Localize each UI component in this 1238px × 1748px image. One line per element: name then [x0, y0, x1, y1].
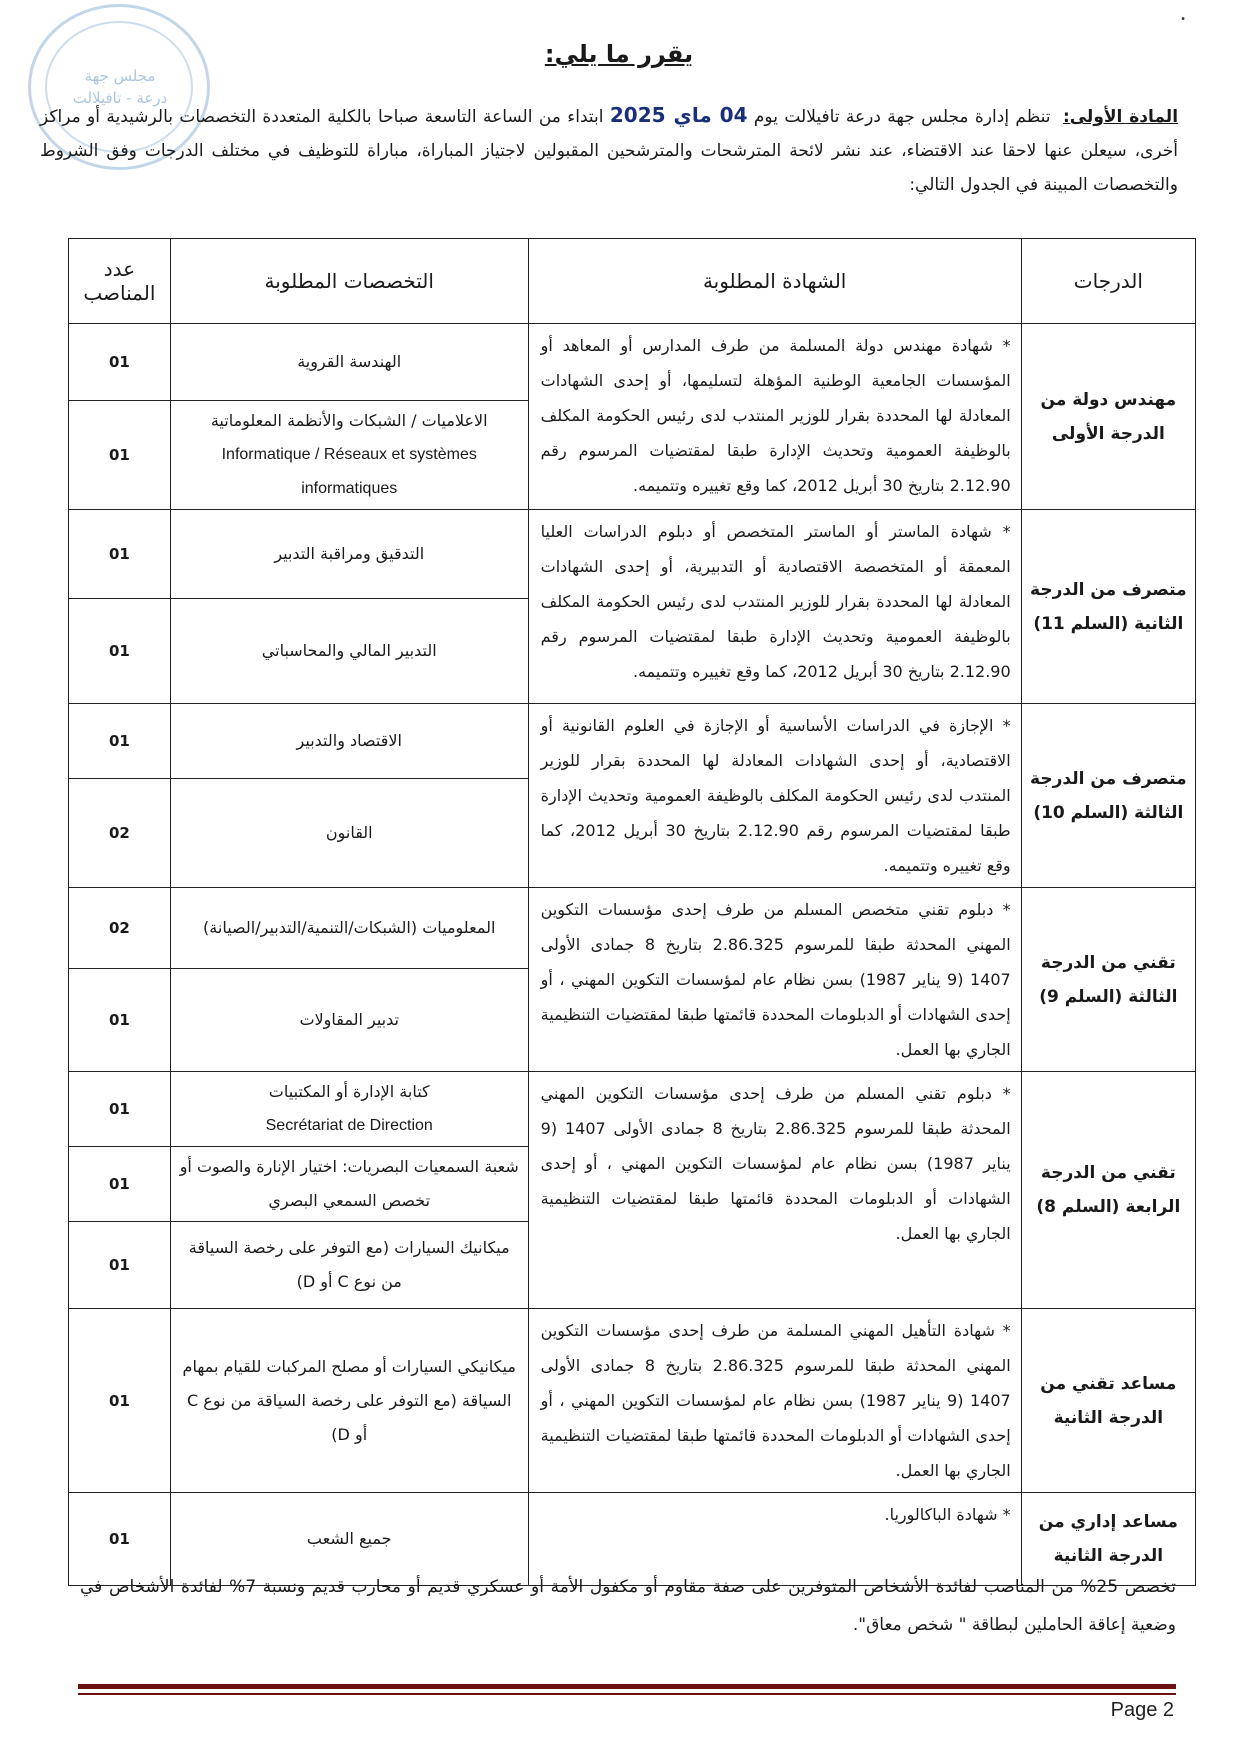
- specialty-cell: [170, 779, 528, 888]
- specialty-cell: [170, 1072, 528, 1147]
- count-cell: 01: [69, 1072, 171, 1147]
- count-cell: 01: [69, 704, 171, 779]
- table-row: [69, 1309, 1196, 1493]
- count-cell: 02: [69, 779, 171, 888]
- specialty-text: ميكانيكي السيارات أو مصلح المركبات للقيام بمهام السياقة (مع التوفر على رخصة السياقة من نوع C أو D): [182, 1356, 516, 1444]
- quota-note: تخصص 25% من المناصب لفائدة الأشخاص المتوفرين على صفة مقاوم أو مكفول الأمة أو عسكري قديم أو محارب قديم ونسبة 7% لفائدة الأشخاص في وضعية إعاقة الحاملين لبطاقة " شخص معاق".: [80, 1577, 1176, 1635]
- table-row: [69, 1072, 1196, 1147]
- specialty-cell: [170, 1309, 528, 1493]
- specialty-cell: [170, 324, 528, 401]
- stamp-line: درعة - تافيلالت: [72, 89, 168, 107]
- specialty-text: ميكانيك السيارات (مع التوفر على رخصة السياقة من نوع C أو D): [188, 1238, 510, 1291]
- grade-cell: مساعد إداري من الدرجة الثانية: [1021, 1493, 1195, 1586]
- specialty-text: تدبير المقاولات: [299, 1010, 399, 1029]
- grade-cell: تقني من الدرجة الثالثة (السلم 9): [1021, 888, 1195, 1072]
- grade-cell: مهندس دولة من الدرجة الأولى: [1021, 324, 1195, 510]
- specialty-text: جميع الشعب: [306, 1529, 392, 1548]
- grade-cell: متصرف من الدرجة الثانية (السلم 11): [1021, 510, 1195, 704]
- table-row: [69, 510, 1196, 599]
- page-number: Page 2: [1110, 1699, 1174, 1721]
- article-first: [40, 98, 1178, 202]
- header-count: عدد المناصب: [69, 239, 171, 324]
- count-cell: 01: [69, 1147, 171, 1222]
- table-header-row: [69, 239, 1196, 324]
- diploma-cell: * شهادة الماستر أو الماستر المتخصص أو دبلوم الدراسات العليا المعمقة أو المتخصصة الاقتصادية أو التدبيرية، أو إحدى الشهادات المعادلة لها المحددة بقرار للوزير المنتدب لدى رئيس الحكومة المكلف بالوظيفة العمومية وتحديث الإدارة طبقا لمقتضيات المرسوم رقم 2.12.90 بتاريخ 30 أبريل 2012، كما وقع تغييره وتتميمه.: [528, 510, 1021, 704]
- grade-cell: تقني من الدرجة الرابعة (السلم 8): [1021, 1072, 1195, 1309]
- footer-rule: [78, 1684, 1176, 1689]
- specialty-text-fr: Secrétariat de Direction: [265, 1117, 433, 1134]
- diploma-cell: * الإجازة في الدراسات الأساسية أو الإجازة في العلوم القانونية أو الاقتصادية، أو إحدى الشهادات المعادلة لها المحددة بقرار للوزير المنتدب لدى رئيس الحكومة المكلف بالوظيفة العمومية وتحديث الإدارة طبقا لمقتضيات المرسوم رقم 2.12.90 بتاريخ 30 أبريل 2012، كما وقع تغييره وتتميمه.: [528, 704, 1021, 888]
- specialty-text-fr: Informatique / Réseaux et systèmes informatiques: [221, 446, 477, 497]
- specialty-text: شعبة السمعيات البصريات: اختيار الإنارة والصوت أو تخصص السمعي البصري: [179, 1157, 519, 1210]
- table-row: [69, 888, 1196, 969]
- diploma-cell: * دبلوم تقني متخصص المسلم من طرف إحدى مؤسسات التكوين المهني المحدثة طبقا للمرسوم 2.86.325 بتاريخ 8 جمادى الأولى 1407 (9 يناير 1987) بسن نظام عام لمؤسسات التكوين المهني ، أو إحدى الشهادات أو الدبلومات المحددة قائمتها طبقا لمقتضيات التنظيمية الجاري بها العمل.: [528, 888, 1021, 1072]
- count-cell: 01: [69, 1222, 171, 1309]
- count-cell: 01: [69, 510, 171, 599]
- specialty-cell: [170, 599, 528, 704]
- header-specialty: التخصصات المطلوبة: [170, 239, 528, 324]
- specialty-cell: [170, 401, 528, 510]
- specialty-text: التدقيق ومراقبة التدبير: [274, 544, 425, 563]
- specialty-text: الاقتصاد والتدبير: [296, 731, 402, 750]
- positions-table: [68, 238, 1196, 1586]
- count-cell: 01: [69, 1309, 171, 1493]
- specialty-cell: [170, 969, 528, 1072]
- specialty-text: الاعلاميات / الشبكات والأنظمة المعلوماتية: [210, 411, 488, 430]
- page-heading: يقرر ما يلي:: [544, 40, 694, 68]
- header-diploma: الشهادة المطلوبة: [528, 239, 1021, 324]
- diploma-cell: * دبلوم تقني المسلم من طرف إحدى مؤسسات التكوين المهني المحدثة طبقا للمرسوم 2.86.325 بتاريخ 8 جمادى الأولى 1407 (9 يناير 1987) بسن نظام عام لمؤسسات التكوين المهني ، أو إحدى الشهادات أو الدبلومات المحددة قائمتها طبقا لمقتضيات التنظيمية الجاري بها العمل.: [528, 1072, 1021, 1309]
- count-cell: 01: [69, 1493, 171, 1586]
- corner-mark: •: [1180, 14, 1186, 25]
- grade-cell: مساعد تقني من الدرجة الثانية: [1021, 1309, 1195, 1493]
- diploma-cell: * شهادة التأهيل المهني المسلمة من طرف إحدى مؤسسات التكوين المهني المحدثة طبقا للمرسوم 2.86.325 بتاريخ 8 جمادى الأولى 1407 (9 يناير 1987) بسن نظام عام لمؤسسات التكوين المهني ، أو إحدى الشهادات أو الدبلومات المحددة قائمتها طبقا لمقتضيات التنظيمية الجاري بها العمل.: [528, 1309, 1021, 1493]
- article-label: المادة الأولى:: [1062, 107, 1179, 127]
- diploma-cell: * شهادة مهندس دولة المسلمة من طرف المدارس أو المعاهد أو المؤسسات الجامعية الوطنية المؤهلة لتسليمها، أو إحدى الشهادات المعادلة لها المحددة بقرار للوزير المنتدب لدى رئيس الحكومة المكلف بالوظيفة العمومية وتحديث الإدارة طبقا لمقتضيات المرسوم رقم 2.12.90 بتاريخ 30 أبريل 2012، كما وقع تغييره وتتميمه.: [528, 324, 1021, 510]
- header-grade: الدرجات: [1021, 239, 1195, 324]
- stamp-line: مجلس جهة: [84, 67, 156, 85]
- specialty-cell: [170, 1147, 528, 1222]
- diploma-cell: * شهادة الباكالوريا.: [528, 1493, 1021, 1586]
- specialty-cell: [170, 510, 528, 599]
- specialty-cell: [170, 888, 528, 969]
- table-row: [69, 704, 1196, 779]
- count-cell: 01: [69, 324, 171, 401]
- grade-cell: متصرف من الدرجة الثالثة (السلم 10): [1021, 704, 1195, 888]
- table-row: [69, 324, 1196, 401]
- specialty-text: القانون: [325, 823, 373, 842]
- count-cell: 02: [69, 888, 171, 969]
- specialty-cell: [170, 704, 528, 779]
- specialty-text: الهندسة القروية: [297, 352, 402, 371]
- count-cell: 01: [69, 969, 171, 1072]
- specialty-text: المعلوميات (الشبكات/التنمية/التدبير/الصيانة): [203, 918, 496, 937]
- count-cell: 01: [69, 599, 171, 704]
- specialty-text: التدبير المالي والمحاسباتي: [261, 641, 437, 660]
- article-text-before: تنظم إدارة مجلس جهة درعة تافيلالت يوم: [753, 107, 1051, 127]
- footer-rule-thin: [78, 1693, 1176, 1695]
- article-date: 04 ماي 2025: [609, 103, 748, 127]
- specialty-text: كتابة الإدارة أو المكتبيات: [268, 1082, 430, 1101]
- count-cell: 01: [69, 401, 171, 510]
- specialty-cell: [170, 1222, 528, 1309]
- article-text-after: ابتداء من الساعة التاسعة صباحا بالكلية المتعددة التخصصات بالرشيدية أو مراكز أخرى، سيعلن عنها لاحقا عند الاقتضاء، عند نشر لائحة المترشحات والمترشحين المقبولين لاجتياز المباراة، مباراة للتوظيف في مختلف الدرجات وفق الشروط والتخصصات المبينة في الجدول التالي:: [40, 107, 1178, 195]
